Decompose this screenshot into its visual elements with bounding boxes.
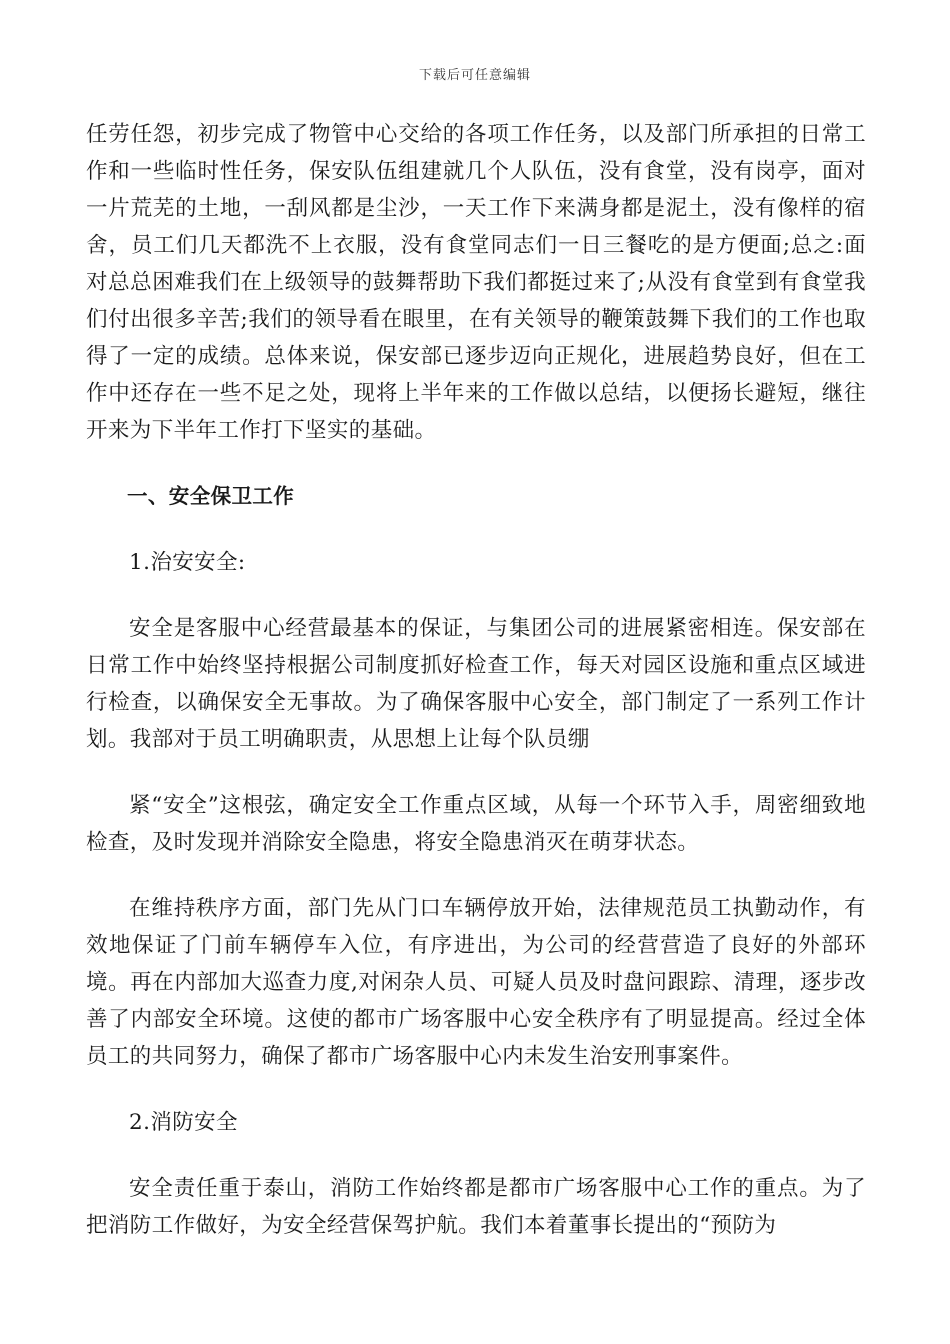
- paragraph-security-basics: 安全是客服中心经营最基本的保证，与集团公司的进展紧密相连。保安部在日常工作中始终坚持根据公司制度抓好检查工作，每天对园区设施和重点区域进行检查，以确保安全无事故。为了确保客服中心安全，部门制定了一系列工作计划。我部对于员工明确职责，从思想上让每个队员绷: [86, 616, 866, 752]
- paragraph-security-checks: 紧“安全”这根弦，确定安全工作重点区域，从每一个环节入手，周密细致地检查，及时发现并消除安全隐患，将安全隐患消灭在萌芽状态。: [86, 793, 866, 855]
- paragraph-intro: 任劳任怨，初步完成了物管中心交给的各项工作任务，以及部门所承担的日常工作和一些临时性任务，保安队伍组建就几个人队伍，没有食堂，没有岗亭，面对一片荒芜的土地，一刮风都是尘沙，一天工作下来满身都是泥土，没有像样的宿舍，员工们几天都洗不上衣服，没有食堂同志们一日三餐吃的是方便面;总之:面对总总困难我们在上级领导的鼓舞帮助下我们都挺过来了;从没有食堂到有食堂我们付出很多辛苦;我们的领导看在眼里，在有关领导的鞭策鼓舞下我们的工作也取得了一定的成绩。总体来说，保安部已逐步迈向正规化，进展趋势良好，但在工作中还存在一些不足之处，现将上半年来的工作做以总结，以便扬长避短，继往开来为下半年工作打下坚实的基础。: [86, 122, 866, 443]
- subheading-fire-safety: 2.消防安全: [129, 1110, 238, 1135]
- paragraph-fire-safety: 安全责任重于泰山，消防工作始终都是都市广场客服中心工作的重点。为了把消防工作做好，为安全经营保驾护航。我们本着董事长提出的“预防为: [86, 1176, 866, 1238]
- document-body: [86, 116, 866, 1273]
- paragraph-order-maintenance: 在维持秩序方面，部门先从门口车辆停放开始，法律规范员工执勤动作，有效地保证了门前车辆停车入位，有序进出，为公司的经营营造了良好的外部环境。再在内部加大巡查力度,对闲杂人员、可疑人员及时盘问跟踪、清理，逐步改善了内部安全环境。这使的都市广场客服中心安全秩序有了明显提高。经过全体员工的共同努力，确保了都市广场客服中心内未发生治安刑事案件。: [86, 896, 866, 1069]
- section-heading-security: 一、安全保卫工作: [127, 484, 295, 508]
- subheading-public-security: 1.治安安全:: [129, 550, 246, 575]
- page-header-note: 下载后可任意编辑: [418, 68, 531, 83]
